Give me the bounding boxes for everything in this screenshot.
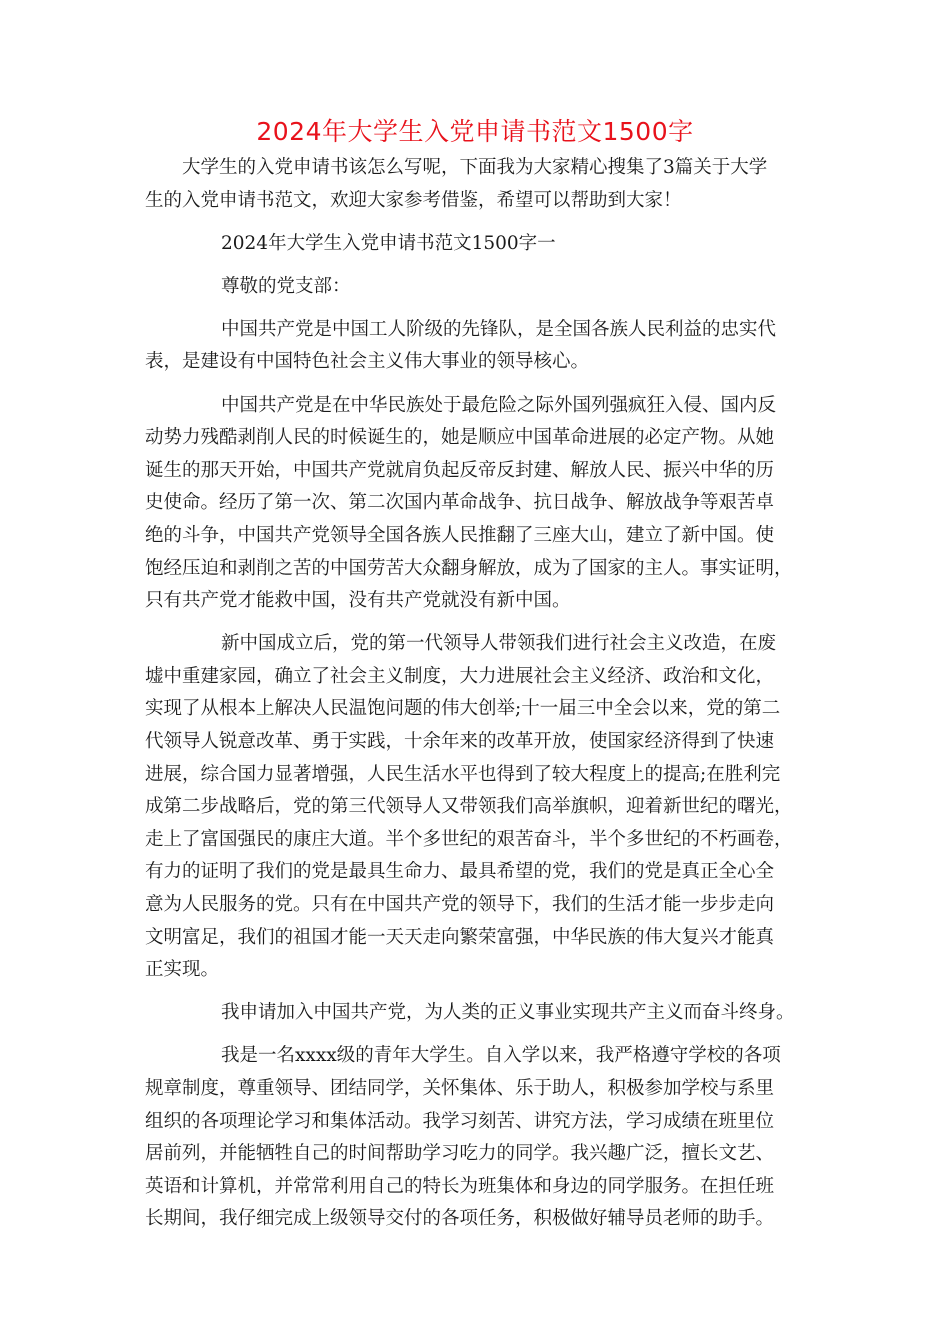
intro-paragraph (145, 152, 805, 217)
paragraph-line: 有力的证明了我们的党是最具生命力、最具希望的党，我们的党是真正全心全 (145, 861, 775, 883)
paragraph-line: 组织的各项理论学习和集体活动。我学习刻苦、讲究方法，学习成绩在班里位 (145, 1110, 775, 1132)
body-paragraph (145, 314, 805, 379)
paragraph-line: 诞生的那天开始，中国共产党就肩负起反帝反封建、解放人民、振兴中华的历 (145, 459, 775, 481)
body-paragraph (145, 1040, 805, 1236)
paragraph-line: 只有共产党才能救中国，没有共产党就没有新中国。 (145, 590, 571, 612)
paragraph-line: 成第二步战略后，党的第三代领导人又带领我们高举旗帜，迎着新世纪的曙光， (145, 796, 793, 818)
paragraph-line: 规章制度，尊重领导、团结同学，关怀集体、乐于助人，积极参加学校与系里 (145, 1077, 775, 1099)
paragraph-line: 动势力残酷剥削人民的时候诞生的，她是顺应中国革命进展的必定产物。从她 (145, 427, 775, 449)
paragraph-line: 我申请加入中国共产党，为人类的正义事业实现共产主义而奋斗终身。 (221, 1002, 795, 1024)
paragraph-line: 进展，综合国力显著增强，人民生活水平也得到了较大程度上的提高;在胜利完 (145, 763, 781, 785)
body-paragraph (145, 390, 805, 618)
document-body (145, 152, 805, 1236)
paragraph-line: 意为人民服务的党。只有在中国共产党的领导下，我们的生活才能一步步走向 (145, 893, 775, 915)
body-paragraph (145, 997, 805, 1030)
paragraph-line: 文明富足，我们的祖国才能一天天走向繁荣富强，中华民族的伟大复兴才能真 (145, 926, 775, 948)
paragraph-line: 绝的斗争，中国共产党领导全国各族人民推翻了三座大山，建立了新中国。使 (145, 524, 775, 546)
paragraph-line: 墟中重建家园，确立了社会主义制度，大力进展社会主义经济、政治和文化， (145, 665, 775, 687)
paragraph-line: 中国共产党是在中华民族处于最危险之际外国列强疯狂入侵、国内反 (221, 394, 777, 416)
paragraph-line: 饱经压迫和剥削之苦的中国劳苦大众翻身解放，成为了国家的主人。事实证明， (145, 557, 793, 579)
paragraph-line: 实现了从根本上解决人民温饱问题的伟大创举;十一届三中全会以来，党的第二 (145, 698, 781, 720)
body-paragraph (145, 628, 805, 987)
paragraph-line: 长期间，我仔细完成上级领导交付的各项任务，积极做好辅导员老师的助手。 (145, 1208, 775, 1230)
paragraph-line: 中国共产党是中国工人阶级的先锋队，是全国各族人民利益的忠实代 (221, 318, 777, 340)
intro-line: 生的入党申请书范文，欢迎大家参考借鉴，希望可以帮助到大家！ (145, 189, 682, 211)
paragraph-line: 居前列，并能牺牲自己的时间帮助学习吃力的同学。我兴趣广泛，擅长文艺、 (145, 1143, 775, 1165)
salutation: 尊敬的党支部： (221, 275, 351, 297)
paragraph-line: 正实现。 (145, 959, 220, 981)
document-title: 2024年大学生入党申请书范文1500字 (256, 117, 694, 146)
paragraph-line: 我是一名xxxx级的青年大学生。自入学以来，我严格遵守学校的各项 (221, 1045, 781, 1067)
paragraph-line: 表，是建设有中国特色社会主义伟大事业的领导核心。 (145, 351, 590, 373)
subheading: 2024年大学生入党申请书范文1500字一 (221, 232, 556, 254)
paragraph-line: 新中国成立后，党的第一代领导人带领我们进行社会主义改造，在废 (221, 633, 777, 655)
paragraph-line: 代领导人锐意改革、勇于实践，十余年来的改革开放，使国家经济得到了快速 (145, 731, 775, 752)
paragraph-line: 史使命。经历了第一次、第二次国内革命战争、抗日战争、解放战争等艰苦卓 (145, 492, 775, 514)
paragraph-line: 英语和计算机，并常常利用自己的特长为班集体和身边的同学服务。在担任班 (145, 1175, 775, 1197)
intro-line: 大学生的入党申请书该怎么写呢，下面我为大家精心搜集了3篇关于大学 (182, 157, 768, 178)
paragraph-line: 走上了富国强民的康庄大道。半个多世纪的艰苦奋斗，半个多世纪的不朽画卷， (145, 828, 793, 850)
